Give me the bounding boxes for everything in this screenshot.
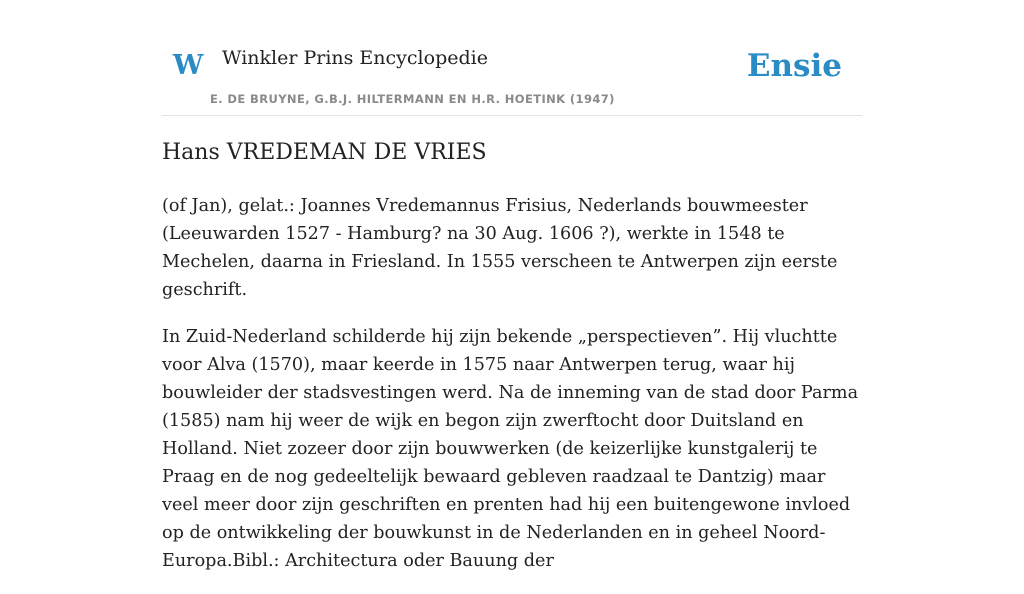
article-body bbox=[162, 192, 867, 594]
article-paragraph: In Zuid-Nederland schilderde hij zijn bekende „perspectieven”. Hij vluchtte voor Alva (1570), maar keerde in 1575 naar Antwerpen terug, waar hij bouwleider der stadsvestingen werd. Na de inneming van de stad door Parma (1585) nam hij weer de wijk en begon zijn zwerftocht door Duitsland en Holland. Niet zozeer door zijn bouwwerken (de keizerlijke kunstgalerij te Praag en de nog gedeeltelijk bewaard gebleven raadzaal te Dantzig) maar veel meer door zijn geschriften en prenten had hij een buitengewone invloed op de ontwikkeling der bouwkunst in de Nederlanden en in geheel Noord-Europa.Bibl.: Architectura oder Bauung der bbox=[162, 327, 859, 571]
article-title: Hans VREDEMAN DE VRIES bbox=[162, 140, 487, 165]
ensie-logo-link[interactable]: Ensie bbox=[746, 48, 842, 84]
source-authors: E. DE BRUYNE, G.B.J. HILTERMANN EN H.R. HOETINK (1947) bbox=[210, 92, 615, 106]
source-header bbox=[162, 40, 862, 116]
winkler-prins-logo[interactable]: W bbox=[173, 50, 204, 81]
source-title[interactable]: Winkler Prins Encyclopedie bbox=[222, 47, 488, 69]
article-paragraph: (of Jan), gelat.: Joannes Vredemannus Frisius, Nederlands bouwmeester (Leeuwarden 1527 - Hamburg? na 30 Aug. 1606 ?), werkte in 1548 te Mechelen, daarna in Friesland. In 1555 verscheen te Antwerpen zijn eerste geschrift. bbox=[162, 196, 838, 300]
